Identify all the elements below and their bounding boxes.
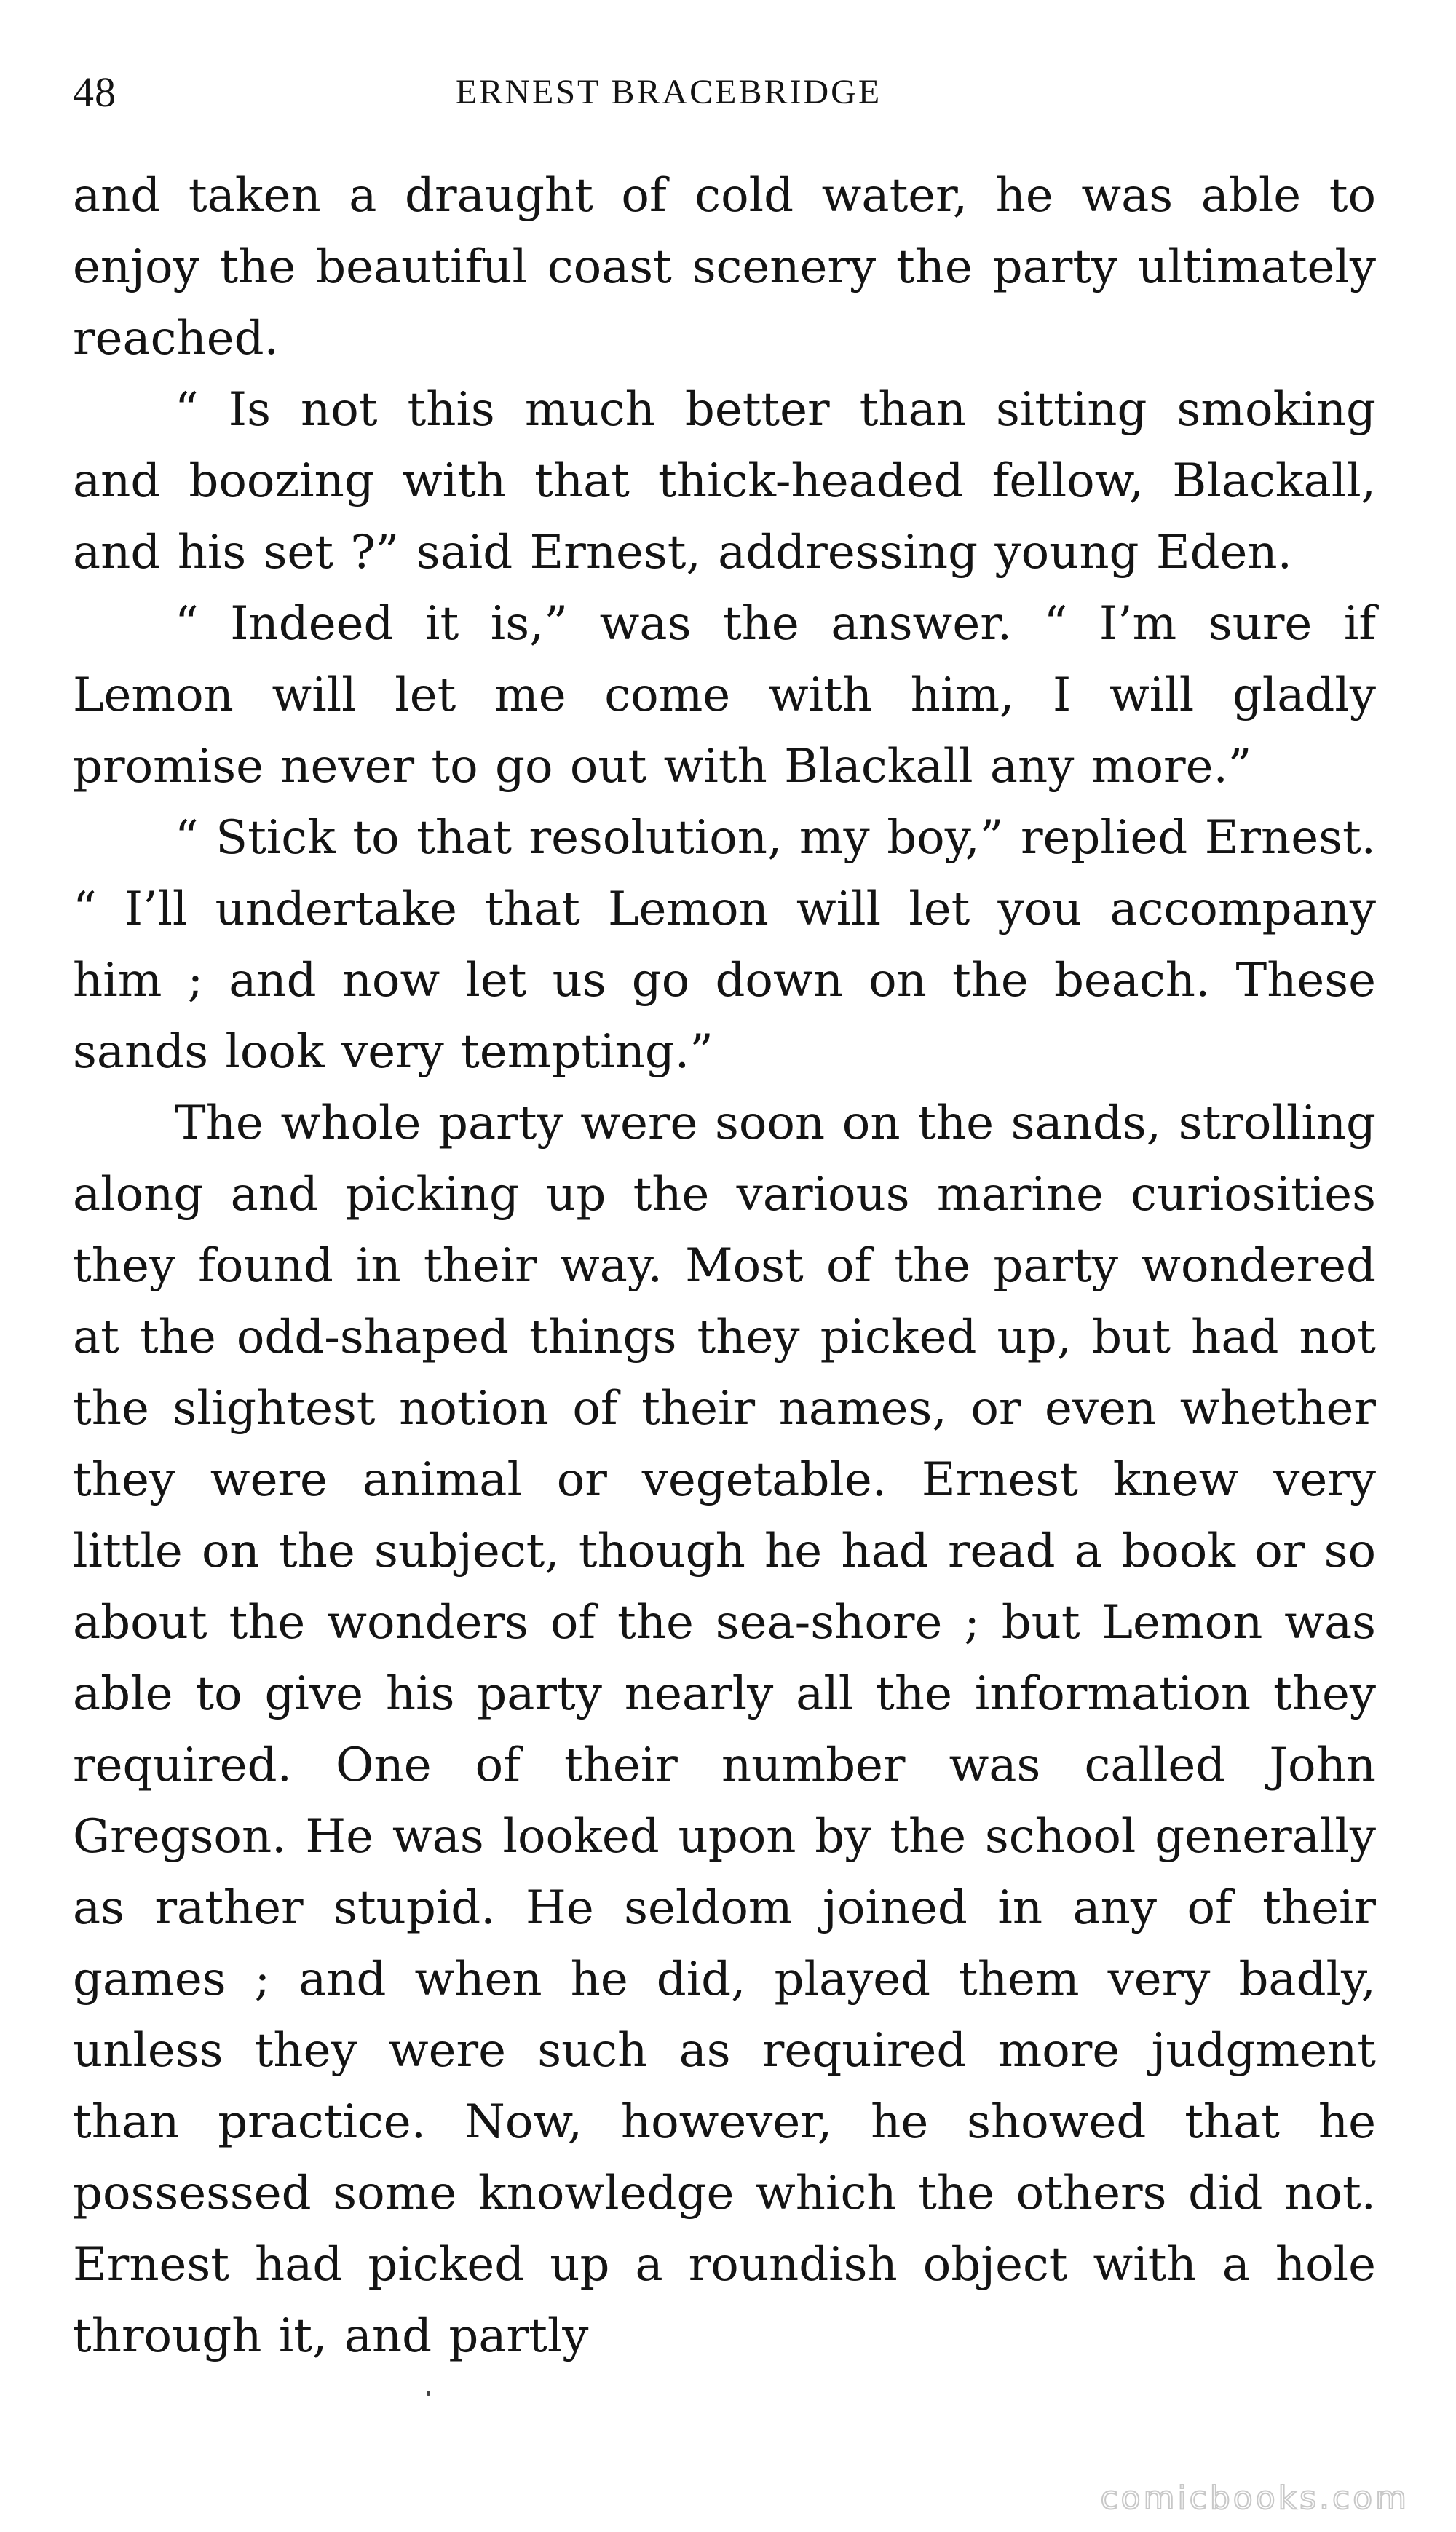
paragraph-dialogue-ernest: “ Is not this much better than sitting smoking and boozing with that thick-headed fellow, Blackall, and his set ?” said Ernest, addressing young Eden. xyxy=(73,383,1376,579)
body-text xyxy=(73,160,1376,2372)
paragraph-continued: and taken a draught of cold water, he was able to enjoy the beautiful coast scenery the party ultimately reached. xyxy=(73,169,1376,365)
ink-speck xyxy=(427,2391,430,2396)
running-head xyxy=(73,67,1376,118)
paragraph-narrative: The whole party were soon on the sands, strolling along and picking up the various marine curiosities they found in their way. Most of the party wondered at the odd-shaped things they picked up, but had not the slightest notion of their names, or even whether they were animal or vegetable. Ernest knew very little on the subject, though he had read a book or so about the wonders of the sea-shore ; but Lemon was able to give his party nearly all the information they required. One of their number was called John Gregson. He was looked upon by the school generally as rather stupid. He seldom joined in any of their games ; and when he did, played them very badly, unless they were such as required more judgment than practice. Now, however, he showed that he possessed some knowledge which the others did not. Ernest had picked up a roundish object with a hole through it, and partly xyxy=(73,1096,1376,2363)
paragraph-dialogue-eden: “ Indeed it is,” was the answer. “ I’m sure if Lemon will let me come with him, I will gladly promise never to go out with Blackall any more.” xyxy=(73,597,1376,794)
paragraph-dialogue-reply: “ Stick to that resolution, my boy,” replied Ernest. “ I’ll undertake that Lemon will let you accompany him ; and now let us go down on the beach. These sands look very tempting.” xyxy=(73,811,1376,1079)
page-number: 48 xyxy=(73,68,116,116)
running-title: ERNEST BRACEBRIDGE xyxy=(456,73,882,111)
watermark: comicbooks.com xyxy=(1100,2480,1409,2517)
